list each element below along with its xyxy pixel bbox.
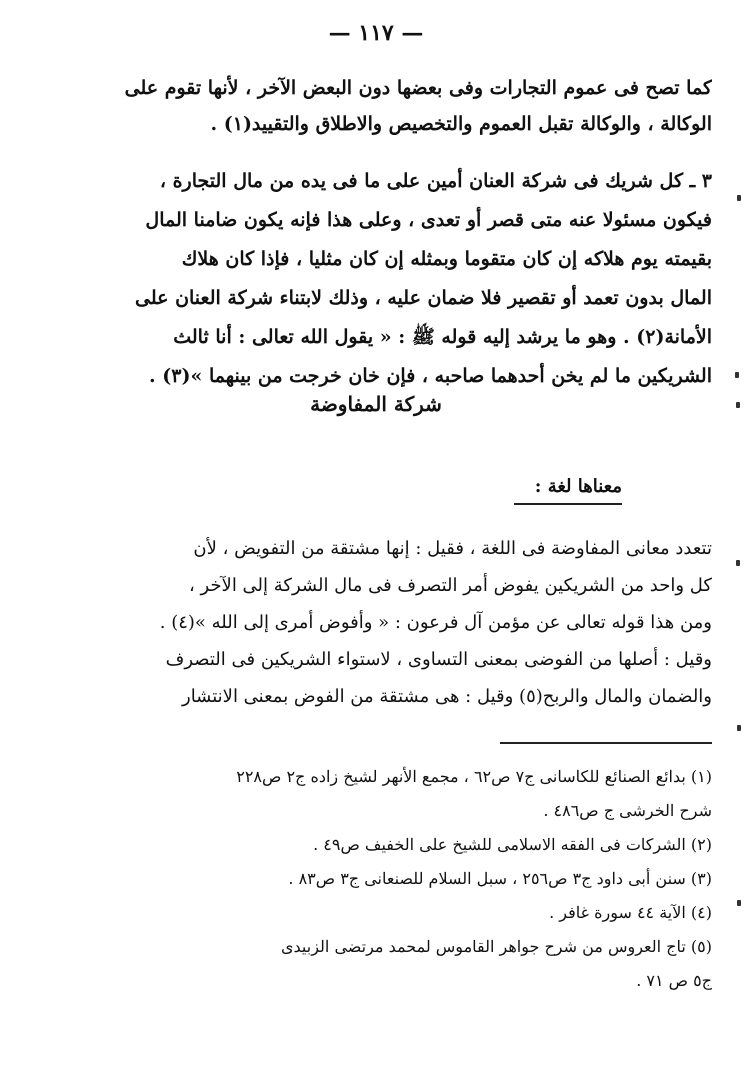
text-line: بقيمته يوم هلاكه إن كان متقوما وبمثله إن كان مثليا ، فإذا كان هلاك bbox=[181, 248, 712, 270]
paragraph-3 bbox=[34, 530, 712, 715]
text-line: الأمانة(٢) . وهو ما يرشد إليه قوله ﷺ : « يقول الله تعالى : أنا ثالث bbox=[173, 326, 712, 348]
footnote-divider bbox=[500, 742, 712, 744]
text-line: والضمان والمال والربح(٥) وقيل : هى مشتقة من الفوض بمعنى الانتشار bbox=[182, 686, 712, 707]
text-line: وقيل : أصلها من الفوضى بمعنى التساوى ، لاستواء الشريكين فى التصرف bbox=[165, 649, 712, 670]
footnote-line: (٣) سنن أبى داود ج٣ ص٢٥٦ ، سبل السلام للصنعانى ج٣ ص٨٣ . bbox=[288, 869, 712, 888]
text-line: الوكالة ، والوكالة تقبل العموم والتخصيص والاطلاق والتقييد(١) . bbox=[210, 113, 712, 135]
scan-speck bbox=[737, 900, 741, 906]
sub-heading-underline bbox=[514, 503, 622, 505]
footnote-line: (٤) الآية ٤٤ سورة غافر . bbox=[549, 903, 712, 922]
scan-speck bbox=[735, 372, 739, 378]
text-line: ٣ ـ كل شريك فى شركة العنان أمين على ما فى يده من مال التجارة ، bbox=[159, 170, 712, 192]
footnote-line: ج٥ ص ٧١ . bbox=[636, 971, 712, 990]
section-heading: شركة المفاوضة bbox=[310, 392, 442, 416]
scan-speck bbox=[736, 402, 740, 408]
text-line: كل واحد من الشريكين يفوض أمر التصرف فى مال الشركة إلى الآخر ، bbox=[188, 575, 712, 596]
text-line: تتعدد معانى المفاوضة فى اللغة ، فقيل : إنها مشتقة من التفويض ، لأن bbox=[193, 538, 712, 559]
text-line: المال بدون تعمد أو تقصير فلا ضمان عليه ، وذلك لابتناء شركة العنان على bbox=[134, 287, 712, 309]
text-line: الشريكين ما لم يخن أحدهما صاحبه ، فإن خان خرجت من بينهما »(٣) . bbox=[149, 365, 712, 387]
text-line: كما تصح فى عموم التجارات وفى بعضها دون البعض الآخر ، لأنها تقوم على bbox=[124, 77, 712, 99]
footnote-line: (٥) تاج العروس من شرح جواهر القاموس لمحمد مرتضى الزبيدى bbox=[281, 937, 712, 956]
footnote-line: (٢) الشركات فى الفقه الاسلامى للشيخ على الخفيف ص٤٩ . bbox=[313, 835, 712, 854]
text-line: فيكون مسئولا عنه متى قصر أو تعدى ، وعلى هذا فإنه يكون ضامنا المال bbox=[145, 209, 712, 231]
footnotes bbox=[34, 760, 712, 998]
page-number: — ١١٧ — bbox=[328, 20, 424, 46]
paragraph-2 bbox=[34, 162, 712, 396]
scan-speck bbox=[737, 195, 741, 201]
sub-heading: معناها لغة : bbox=[534, 476, 622, 497]
text-line: ومن هذا قوله تعالى عن مؤمن آل فرعون : « وأفوض أمرى إلى الله »(٤) . bbox=[159, 612, 712, 633]
scan-speck bbox=[737, 725, 741, 731]
paragraph-1 bbox=[34, 70, 712, 142]
footnote-line: شرح الخرشى ج ص٤٨٦ . bbox=[543, 801, 712, 820]
footnote-line: (١) بدائع الصنائع للكاسانى ج٧ ص٦٢ ، مجمع الأنهر لشيخ زاده ج٢ ص٢٢٨ bbox=[236, 767, 712, 786]
scan-speck bbox=[736, 560, 740, 566]
